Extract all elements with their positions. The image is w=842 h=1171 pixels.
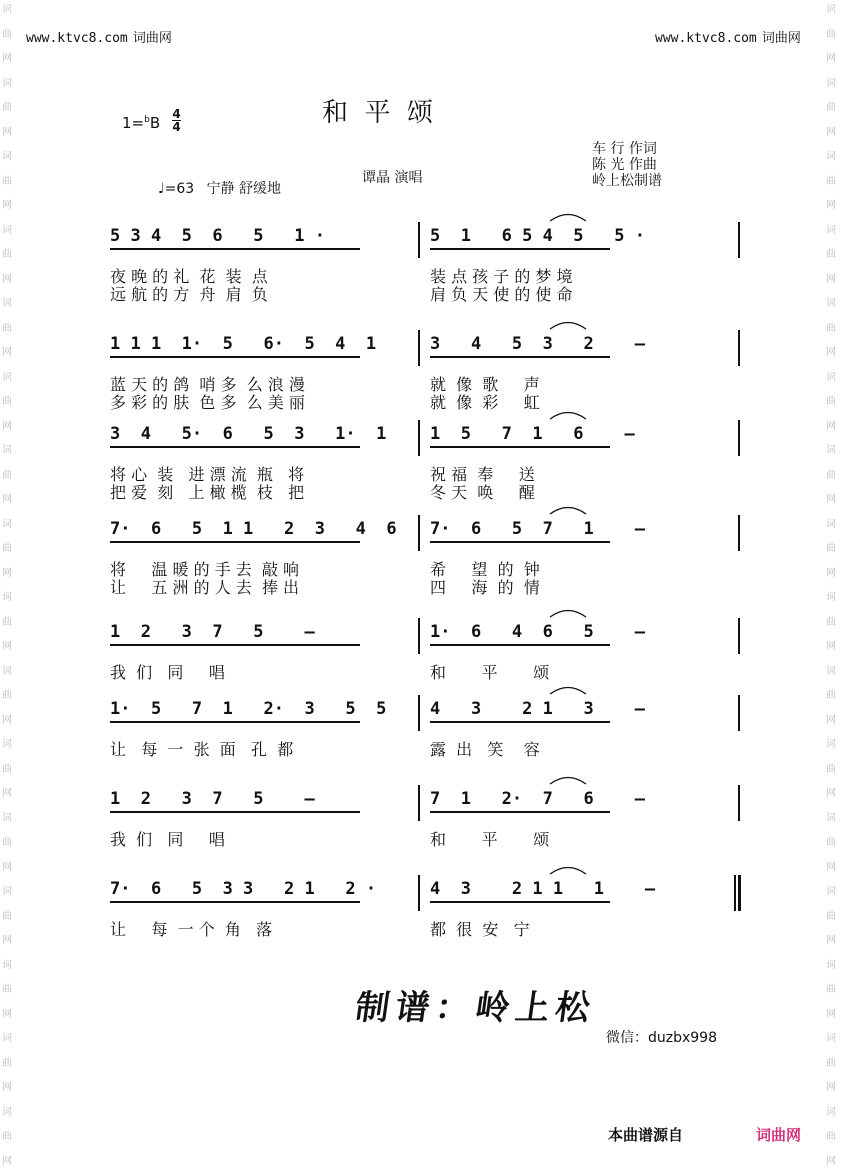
watermark-char: 曲 xyxy=(826,1057,836,1069)
watermark-char: 词 xyxy=(2,739,12,750)
watermark-char: 网 xyxy=(2,273,12,285)
credit-composer: 陈 光 作曲 xyxy=(592,157,657,173)
notes-measure-a: 1· 5 7 1 2· 3 5 5 xyxy=(110,699,387,719)
watermark-char: 曲 xyxy=(2,469,12,481)
lyric-line-b: 就 像 歌 声 xyxy=(430,375,540,394)
lyric-line-a: 让 每 一 张 面 孔 都 xyxy=(110,740,294,759)
watermark-char: 曲 xyxy=(826,910,836,922)
credits xyxy=(592,141,662,189)
lyric-line-a: 我 们 同 唱 xyxy=(110,663,225,682)
bar-line xyxy=(738,618,740,654)
watermark-char: 曲 xyxy=(2,396,12,407)
beam-line xyxy=(110,811,360,813)
watermark-char: 曲 xyxy=(2,102,12,113)
watermark-char: 网 xyxy=(826,200,836,211)
watermark-char: 曲 xyxy=(2,1057,12,1069)
beam-line xyxy=(110,446,360,448)
watermark-char: 网 xyxy=(2,1008,12,1020)
watermark-char: 词 xyxy=(826,1033,836,1044)
bar-line xyxy=(738,785,740,821)
lyric-line2-a: 把 爱 刻 上 橄 榄 枝 把 xyxy=(110,483,305,502)
notes-measure-b: 4 3 2 1 1 1 – xyxy=(430,879,656,899)
bar-line xyxy=(738,515,740,551)
watermark-char: 网 xyxy=(2,1082,12,1093)
watermark-char: 网 xyxy=(2,788,12,799)
header-right-site[interactable]: 词曲网 xyxy=(761,31,801,46)
watermark-char: 曲 xyxy=(2,28,12,40)
notes-measure-a: 1 2 3 7 5 – xyxy=(110,622,315,642)
watermark-char: 网 xyxy=(826,861,836,873)
watermark-char: 词 xyxy=(826,886,836,897)
bar-line xyxy=(738,330,740,366)
footer-brand[interactable]: 词曲网 xyxy=(756,1126,802,1144)
notes-measure-b: 3 4 5 3 2 – xyxy=(430,334,645,354)
beam-line xyxy=(430,248,610,250)
watermark-char: 曲 xyxy=(826,690,836,701)
watermark-char: 词 xyxy=(2,592,12,603)
header-left-url[interactable]: www.ktvc8.com xyxy=(26,31,128,46)
watermark-char: 曲 xyxy=(826,1131,836,1142)
watermark-char: 网 xyxy=(826,567,836,579)
notes-measure-b: 7 1 2· 7 6 – xyxy=(430,789,645,809)
watermark-char: 词 xyxy=(2,298,12,309)
signature: 制谱：岭上松 xyxy=(352,988,599,1028)
lyric-line2-b: 冬 天 唤 醒 xyxy=(430,483,535,502)
watermark-char: 网 xyxy=(826,273,836,285)
singer: 谭晶 演唱 xyxy=(362,170,423,186)
watermark-char: 曲 xyxy=(826,396,836,407)
time-bottom: 4 xyxy=(172,120,181,134)
beam-line xyxy=(430,901,610,903)
watermark-char: 词 xyxy=(826,445,836,456)
watermark-char: 曲 xyxy=(826,763,836,775)
beam-line xyxy=(110,541,360,543)
lyric-line-a: 我 们 同 唱 xyxy=(110,830,225,849)
watermark-char: 词 xyxy=(826,812,836,824)
bar-line xyxy=(738,695,740,731)
watermark-char: 词 xyxy=(826,298,836,309)
watermark-char: 曲 xyxy=(826,543,836,554)
beam-line xyxy=(110,721,360,723)
watermark-char: 网 xyxy=(826,1155,836,1167)
watermark-char: 曲 xyxy=(2,910,12,922)
time-top: 4 xyxy=(172,107,181,121)
lyric-line2-b: 就 像 彩 虹 xyxy=(430,393,540,412)
watermark-char: 网 xyxy=(826,1008,836,1020)
key-label: 1= xyxy=(122,114,145,132)
watermark-char: 词 xyxy=(2,518,12,530)
lyric-line-b: 和 平 颂 xyxy=(430,830,550,849)
bar-line xyxy=(418,515,420,551)
key-flat: b xyxy=(144,115,150,125)
watermark-char: 词 xyxy=(826,371,836,383)
watermark-char: 曲 xyxy=(2,763,12,775)
watermark-char: 网 xyxy=(2,567,12,579)
header-right-url[interactable]: www.ktvc8.com xyxy=(655,31,757,46)
credit-lyricist: 车 行 作词 xyxy=(592,141,657,157)
lyric-line2-b: 肩 负 天 使 的 使 命 xyxy=(430,285,573,304)
beam-line xyxy=(110,248,360,250)
watermark-char: 网 xyxy=(2,347,12,358)
watermark-char: 词 xyxy=(2,812,12,824)
watermark-char: 网 xyxy=(826,494,836,505)
watermark-char: 词 xyxy=(826,4,836,15)
beam-line xyxy=(110,356,360,358)
lyric-line-a: 让 每 一 个 角 落 xyxy=(110,920,273,939)
watermark-char: 词 xyxy=(826,739,836,750)
watermark-char: 词 xyxy=(826,518,836,530)
lyric-line2-b: 四 海 的 情 xyxy=(430,578,540,597)
slur xyxy=(548,606,588,618)
notes-measure-b: 7· 6 5 7 1 – xyxy=(430,519,645,539)
watermark-char: 网 xyxy=(2,1155,12,1167)
lyric-line-b: 露 出 笑 容 xyxy=(430,740,540,759)
beam-line xyxy=(430,446,610,448)
beam-line xyxy=(110,644,360,646)
beam-line xyxy=(430,811,610,813)
right-watermark-strip xyxy=(824,0,842,1171)
header-right xyxy=(655,27,801,46)
watermark-char: 网 xyxy=(826,788,836,799)
lyric-line-b: 祝 福 奉 送 xyxy=(430,465,535,484)
watermark-char: 网 xyxy=(826,1082,836,1093)
song-title: 和 平 颂 xyxy=(322,98,434,128)
watermark-char: 网 xyxy=(2,861,12,873)
watermark-char: 词 xyxy=(2,886,12,897)
watermark-char: 网 xyxy=(2,420,12,432)
watermark-char: 网 xyxy=(2,641,12,652)
watermark-char: 曲 xyxy=(2,249,12,260)
watermark-char: 曲 xyxy=(2,1131,12,1142)
wechat-id: 微信：duzbx998 xyxy=(606,1030,718,1046)
beam-line xyxy=(430,644,610,646)
lyric-line2-a: 远 航 的 方 舟 肩 负 xyxy=(110,285,268,304)
watermark-char: 网 xyxy=(2,494,12,505)
watermark-char: 词 xyxy=(826,77,836,89)
tempo: ♩=63 xyxy=(158,181,195,197)
watermark-char: 曲 xyxy=(2,690,12,701)
header-left-site[interactable]: 词曲网 xyxy=(132,31,172,46)
watermark-char: 网 xyxy=(826,641,836,652)
slur xyxy=(548,503,588,515)
bar-line xyxy=(418,420,420,456)
lyric-line-a: 蓝 天 的 鸽 哨 多 么 浪 漫 xyxy=(110,375,305,394)
notes-measure-a: 3 4 5· 6 5 3 1· 1 xyxy=(110,424,387,444)
notes-measure-b: 1· 6 4 6 5 – xyxy=(430,622,645,642)
watermark-char: 网 xyxy=(826,420,836,432)
notes-measure-a: 1 2 3 7 5 – xyxy=(110,789,315,809)
watermark-char: 词 xyxy=(2,1106,12,1118)
watermark-char: 网 xyxy=(826,347,836,358)
watermark-char: 网 xyxy=(2,53,12,64)
slur xyxy=(548,318,588,330)
lyric-line-b: 都 很 安 宁 xyxy=(430,920,530,939)
notes-measure-a: 7· 6 5 3 3 2 1 2 · xyxy=(110,879,377,899)
watermark-char: 词 xyxy=(2,151,12,162)
key-signature xyxy=(122,114,160,132)
left-watermark-strip xyxy=(0,0,18,1171)
watermark-char: 词 xyxy=(2,665,12,677)
watermark-char: 词 xyxy=(2,371,12,383)
watermark-char: 曲 xyxy=(826,322,836,334)
lyric-line-b: 希 望 的 钟 xyxy=(430,560,540,579)
watermark-char: 曲 xyxy=(2,543,12,554)
expression: 宁静 舒缓地 xyxy=(206,181,282,197)
notes-measure-b: 5 1 6 5 4 5 5 · xyxy=(430,226,645,246)
lyric-line-a: 夜 晚 的 礼 花 装 点 xyxy=(110,267,268,286)
watermark-char: 词 xyxy=(2,1033,12,1044)
watermark-char: 曲 xyxy=(2,837,12,848)
watermark-char: 词 xyxy=(2,77,12,89)
watermark-char: 网 xyxy=(826,714,836,726)
watermark-char: 曲 xyxy=(826,616,836,628)
beam-line xyxy=(430,721,610,723)
watermark-char: 曲 xyxy=(2,175,12,187)
bar-line xyxy=(418,695,420,731)
watermark-char: 曲 xyxy=(826,249,836,260)
notes-measure-a: 5 3 4 5 6 5 1 · xyxy=(110,226,325,246)
watermark-char: 词 xyxy=(826,592,836,603)
key-note: B xyxy=(149,114,161,132)
notes-measure-a: 7· 6 5 1 1 2 3 4 6 xyxy=(110,519,397,539)
bar-line xyxy=(418,875,420,911)
watermark-char: 词 xyxy=(826,151,836,162)
bar-line xyxy=(418,330,420,366)
notes-measure-b: 1 5 7 1 6 – xyxy=(430,424,635,444)
watermark-char: 词 xyxy=(2,224,12,236)
watermark-char: 曲 xyxy=(2,322,12,334)
slur xyxy=(548,408,588,420)
bar-line xyxy=(418,222,420,258)
bar-line xyxy=(738,420,740,456)
watermark-char: 曲 xyxy=(826,175,836,187)
slur xyxy=(548,773,588,785)
time-signature xyxy=(172,108,181,133)
tempo-line xyxy=(158,178,281,198)
lyric-line-a: 将 温 暖 的 手 去 敲 响 xyxy=(110,560,300,579)
lyric-line2-a: 多 彩 的 肤 色 多 么 美 丽 xyxy=(110,393,305,412)
notes-measure-b: 4 3 2 1 3 – xyxy=(430,699,645,719)
lyric-line-b: 和 平 颂 xyxy=(430,663,550,682)
watermark-char: 网 xyxy=(826,53,836,64)
watermark-char: 网 xyxy=(2,714,12,726)
lyric-line2-a: 让 五 洲 的 人 去 捧 出 xyxy=(110,578,300,597)
watermark-char: 曲 xyxy=(826,837,836,848)
bar-line xyxy=(418,618,420,654)
watermark-char: 网 xyxy=(826,126,836,138)
watermark-char: 词 xyxy=(826,1106,836,1118)
watermark-char: 网 xyxy=(2,200,12,211)
notes-measure-a: 1 1 1 1· 5 6· 5 4 1 xyxy=(110,334,377,354)
final-bar-line xyxy=(734,875,736,911)
beam-line xyxy=(430,541,610,543)
watermark-char: 曲 xyxy=(826,28,836,40)
watermark-char: 词 xyxy=(2,445,12,456)
bar-line xyxy=(738,222,740,258)
slur xyxy=(548,683,588,695)
credit-transcriber: 岭上松制谱 xyxy=(592,173,662,189)
watermark-char: 网 xyxy=(2,935,12,946)
lyric-line-a: 将 心 装 进 漂 流 瓶 将 xyxy=(110,465,305,484)
final-bar-line xyxy=(738,875,741,911)
watermark-char: 网 xyxy=(2,126,12,138)
beam-line xyxy=(110,901,360,903)
watermark-char: 词 xyxy=(826,959,836,971)
footer-source: 本曲谱源自 xyxy=(608,1126,684,1144)
watermark-char: 曲 xyxy=(826,469,836,481)
watermark-char: 网 xyxy=(826,935,836,946)
watermark-char: 词 xyxy=(2,959,12,971)
watermark-char: 曲 xyxy=(826,102,836,113)
watermark-char: 曲 xyxy=(2,616,12,628)
slur xyxy=(548,863,588,875)
beam-line xyxy=(430,356,610,358)
watermark-char: 词 xyxy=(826,224,836,236)
watermark-char: 词 xyxy=(2,4,12,15)
header-left xyxy=(26,27,172,46)
slur xyxy=(548,210,588,222)
watermark-char: 曲 xyxy=(2,984,12,995)
watermark-char: 曲 xyxy=(826,984,836,995)
bar-line xyxy=(418,785,420,821)
lyric-line-b: 装 点 孩 子 的 梦 境 xyxy=(430,267,573,286)
watermark-char: 词 xyxy=(826,665,836,677)
